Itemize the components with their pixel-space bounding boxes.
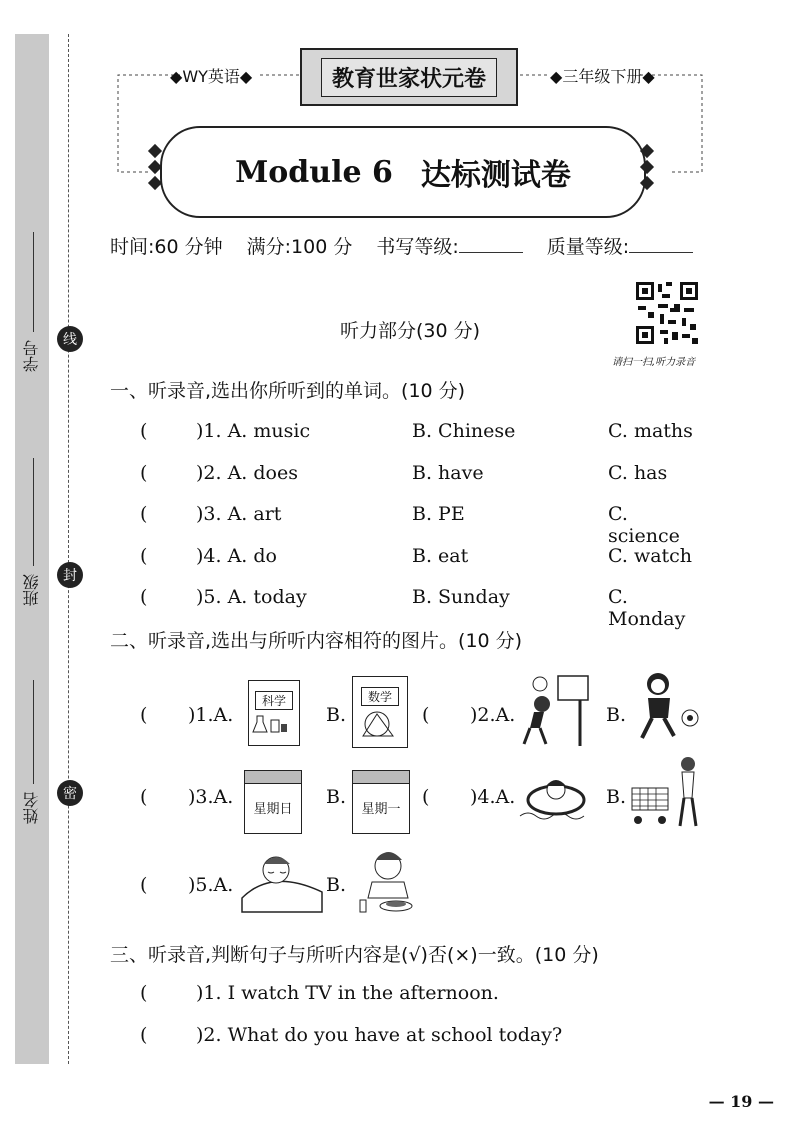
s2-q2-b: B. (606, 704, 627, 726)
cut-line (68, 34, 69, 1064)
option-a: )4. A. do (196, 544, 277, 567)
quality-grade: 质量等级: (547, 232, 693, 259)
student-id-line (33, 232, 34, 332)
sleeping-boy-image (238, 848, 324, 918)
option-a: )3. A. art (196, 503, 282, 525)
test-title: 达标测试卷 (420, 158, 571, 193)
option-c: C. Monday (608, 586, 686, 630)
section1-row (140, 462, 700, 492)
section1-row (140, 545, 700, 575)
s2-q1-b: B. (326, 704, 347, 726)
module-title: Module 6 (235, 154, 393, 190)
calendar-sunday-image (244, 770, 302, 834)
option-b: B. Sunday (412, 586, 510, 608)
answer-paren[interactable]: ( (140, 461, 148, 484)
option-c: C. science (608, 503, 680, 547)
geometry-icon (353, 706, 403, 742)
option-b: B. Chinese (412, 420, 516, 442)
qr-code[interactable] (634, 280, 700, 346)
section1-row (140, 420, 700, 450)
option-c: C. has (608, 461, 668, 484)
maths-book-image (352, 676, 408, 748)
answer-paren[interactable]: ( (140, 420, 148, 442)
series-banner (300, 48, 518, 106)
s3-q2-paren[interactable]: ( (140, 1024, 148, 1046)
name-label: 姓名 (22, 792, 41, 824)
basketball-boy-image (518, 670, 594, 750)
time-info: 时间:60 分钟 (110, 236, 223, 258)
left-diamonds (150, 146, 160, 188)
class-label: 班级 (22, 574, 41, 606)
s2-q1-paren[interactable]: ( (140, 704, 148, 726)
shopping-image (628, 754, 708, 834)
subject-tag: ◆WY英语◆ (170, 67, 253, 86)
section2-title: 二、听录音,选出与所听内容相符的图片。(10 分) (110, 630, 523, 652)
football-boy-image (628, 670, 704, 746)
s2-q5-paren[interactable]: ( (140, 874, 148, 896)
swimming-image (516, 768, 596, 824)
book-science-label: 科学 (255, 691, 293, 710)
binding-strip (15, 34, 49, 1064)
option-a: )1. A. music (196, 420, 311, 442)
eating-boy-image (350, 846, 424, 918)
s3-q1-text: )1. I watch TV in the afternoon. (196, 982, 499, 1004)
s2-q2-paren[interactable]: ( (422, 704, 430, 726)
answer-paren[interactable]: ( (140, 503, 148, 525)
series-title: 教育世家状元卷 (321, 58, 497, 97)
s3-q2-text: )2. What do you have at school today? (196, 1024, 563, 1046)
calendar-monday-image (352, 770, 410, 834)
s2-q3-paren[interactable]: ( (140, 786, 148, 808)
option-c: C. watch (608, 544, 693, 567)
qr-caption: 请扫一扫,听力录音 (612, 357, 696, 368)
class-line (33, 458, 34, 566)
cal-sunday-label: 星期日 (253, 802, 293, 817)
s2-q5-label: )5.A. (188, 874, 234, 896)
option-a: )5. A. today (196, 586, 307, 608)
title-box (160, 126, 646, 218)
s2-q5-b: B. (326, 874, 347, 896)
seal-secret: 密 (57, 780, 83, 806)
s2-q3-label: )3.A. (188, 786, 234, 808)
option-b: B. PE (412, 503, 465, 525)
section3-title: 三、听录音,判断句子与所听内容是(√)否(×)一致。(10 分) (110, 944, 599, 966)
s3-q1-paren[interactable]: ( (140, 982, 148, 1004)
s2-q3-b: B. (326, 786, 347, 808)
s2-q2-label: )2.A. (470, 704, 516, 726)
student-id-label: 学号 (22, 340, 41, 372)
s2-q4-label: )4.A. (470, 786, 516, 808)
full-score-info: 满分:100 分 (246, 236, 353, 258)
page-number: — 19 — (708, 1092, 774, 1111)
science-book-image (248, 680, 300, 746)
book-maths-label: 数学 (361, 687, 399, 706)
answer-paren[interactable]: ( (140, 544, 148, 567)
flask-icon (249, 710, 293, 740)
option-c: C. maths (608, 420, 693, 442)
seal-seal: 封 (57, 562, 83, 588)
s2-q4-paren[interactable]: ( (422, 786, 430, 808)
s2-q1-label: )1.A. (188, 704, 234, 726)
s2-q4-b: B. (606, 786, 627, 808)
name-line (33, 680, 34, 784)
option-b: B. have (412, 461, 484, 484)
answer-paren[interactable]: ( (140, 586, 148, 608)
option-a: )2. A. does (196, 461, 298, 484)
cal-monday-label: 星期一 (361, 802, 401, 817)
listening-title: 听力部分(30 分) (340, 320, 481, 342)
info-line (110, 232, 693, 259)
section1-row (140, 586, 700, 630)
section1-row (140, 503, 700, 547)
section1-title: 一、听录音,选出你所听到的单词。(10 分) (110, 380, 466, 402)
writing-grade: 书写等级: (376, 232, 522, 259)
grade-tag: ◆三年级下册◆ (550, 67, 655, 86)
seal-line: 线 (57, 326, 83, 352)
option-b: B. eat (412, 544, 469, 567)
